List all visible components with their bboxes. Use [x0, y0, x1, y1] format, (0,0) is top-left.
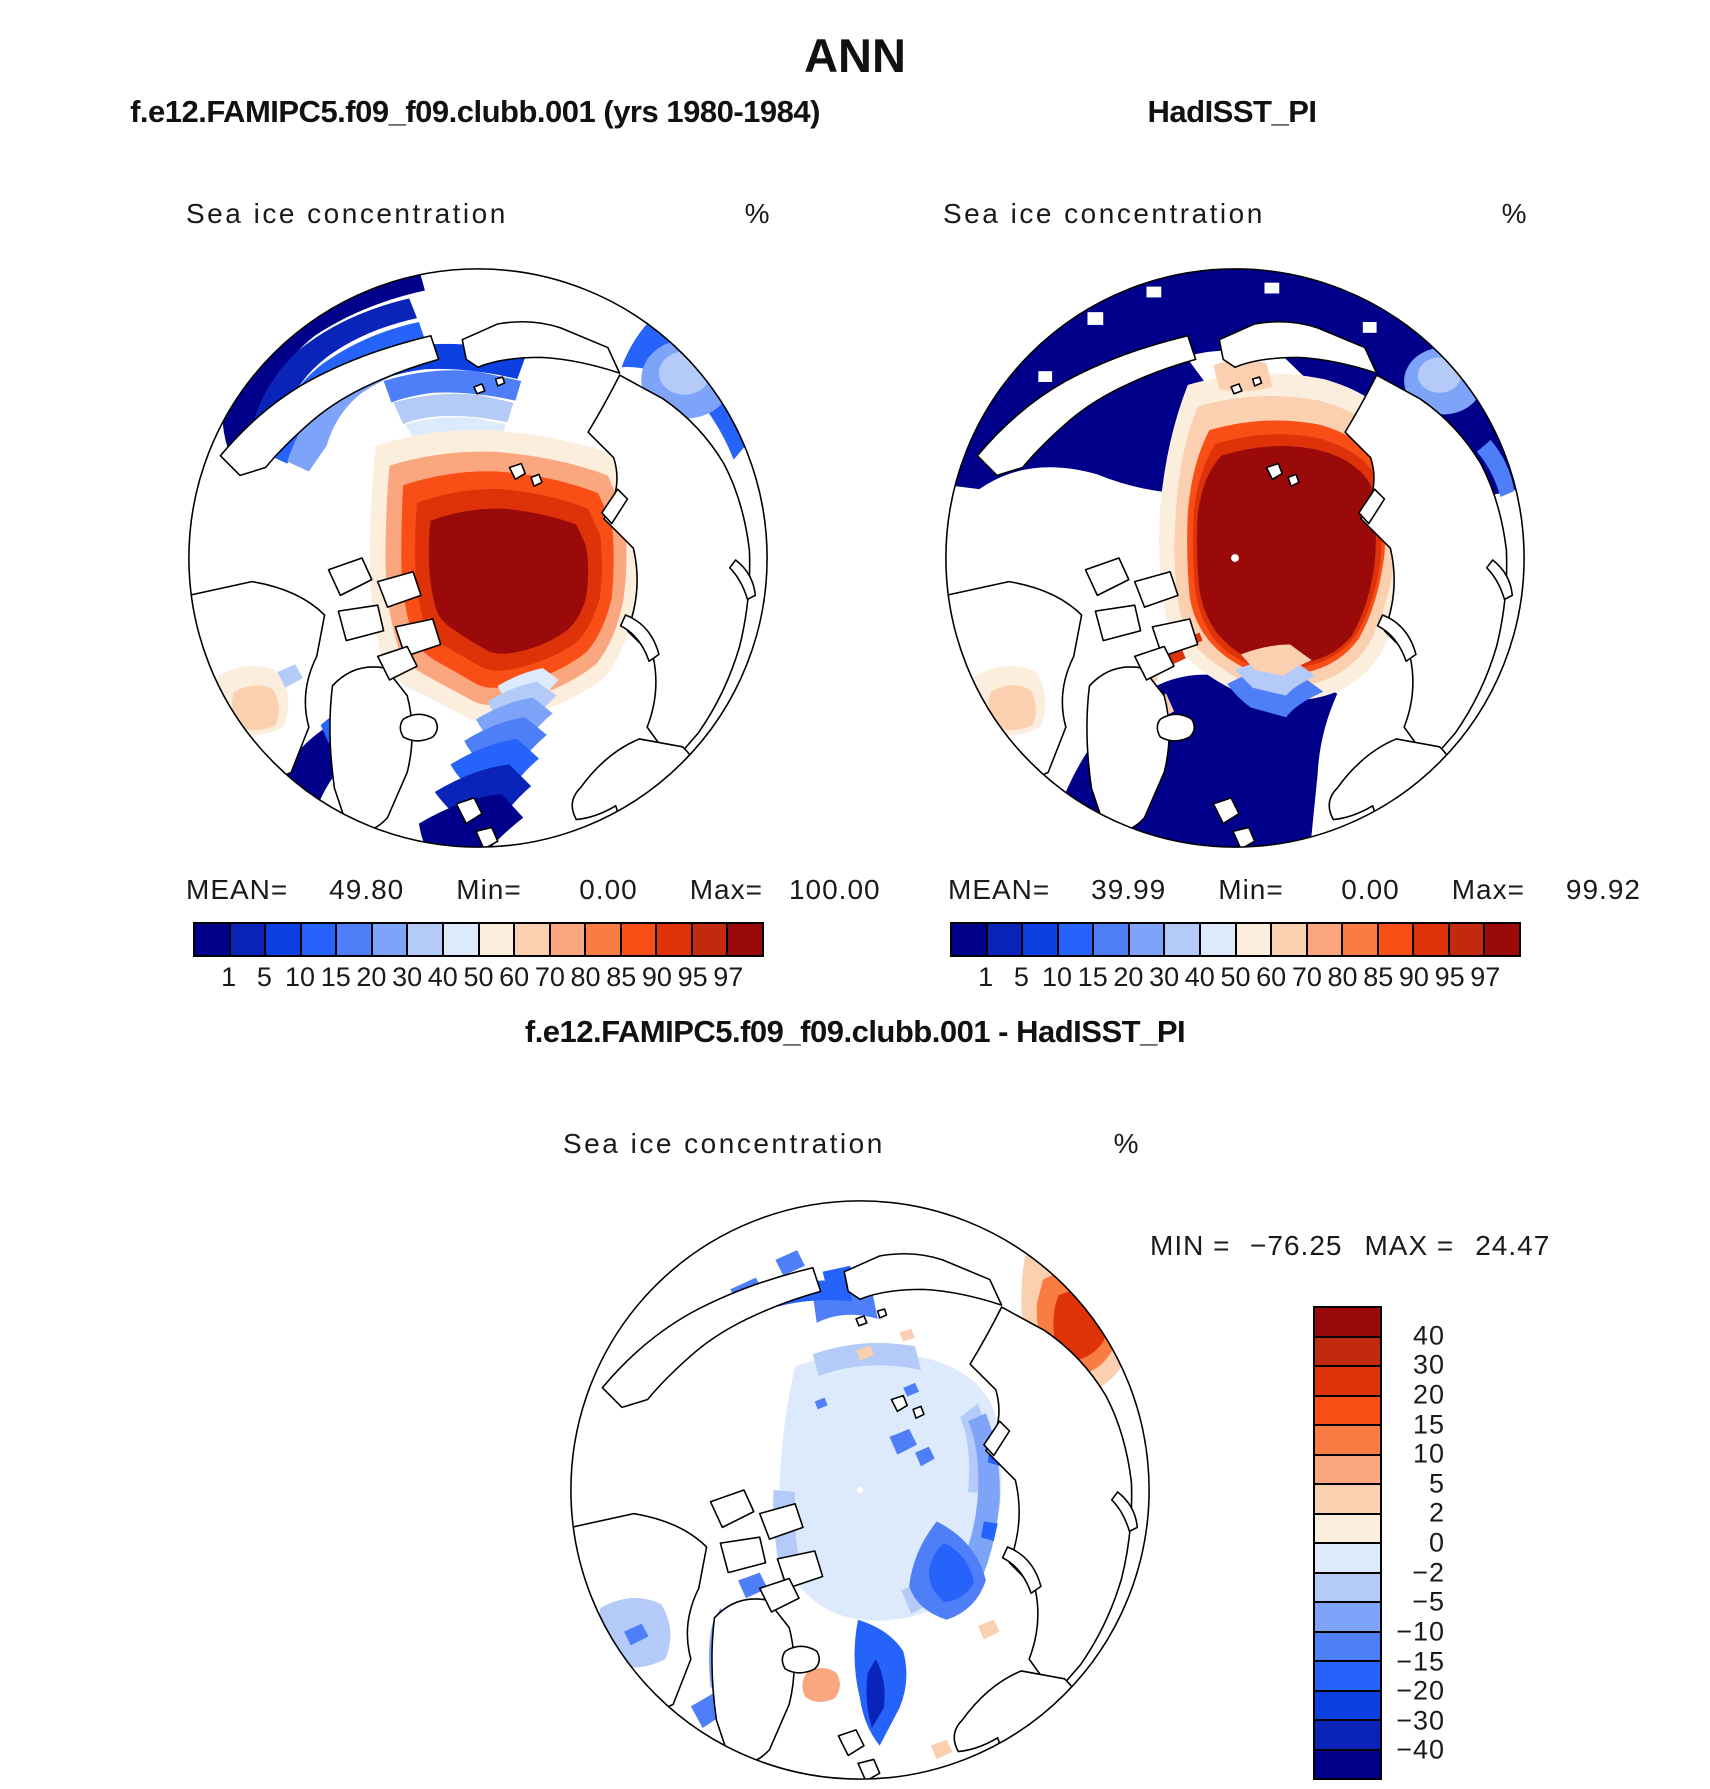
- max-value: 99.92: [1565, 874, 1641, 905]
- colorbar-tick-label: 60: [1256, 962, 1287, 992]
- colorbar-tick-label: 30: [1149, 962, 1180, 992]
- diff-panel-title: f.e12.FAMIPC5.f09_f09.clubb.001 - HadISST_PI: [524, 1014, 1186, 1049]
- colorbar-cell: [1313, 1306, 1382, 1338]
- colorbar-cell: [549, 922, 587, 957]
- colorbar-cell: [950, 922, 988, 957]
- colorbar-tick-label: 20: [1113, 962, 1144, 992]
- colorbar-cell: [1313, 1572, 1382, 1604]
- max-value: 24.47: [1475, 1230, 1551, 1261]
- colorbar-tick-label: 80: [1327, 962, 1358, 992]
- right-colorbar: [950, 922, 1521, 957]
- colorbar-tick-label: 40: [427, 962, 458, 992]
- colorbar-cell: [1163, 922, 1201, 957]
- left-field-label: Sea ice concentration: [186, 198, 508, 229]
- colorbar-cell: [442, 922, 480, 957]
- colorbar-tick-label: 90: [1398, 962, 1429, 992]
- colorbar-tick-label: −5: [1412, 1586, 1445, 1617]
- colorbar-tick-label: −30: [1396, 1705, 1445, 1736]
- colorbar-tick-label: 15: [320, 962, 351, 992]
- diff-colorbar-ticks: [1383, 1306, 1445, 1780]
- left-field-row: [186, 198, 772, 230]
- colorbar-tick-label: 10: [1412, 1438, 1445, 1469]
- left-units-label: %: [744, 198, 772, 229]
- mean-value: 49.80: [329, 874, 405, 905]
- min-label: Min=: [456, 874, 522, 905]
- colorbar-cell: [1313, 1454, 1382, 1486]
- colorbar-tick-label: 30: [392, 962, 423, 992]
- colorbar-tick-label: −40: [1396, 1734, 1445, 1765]
- iceland-island: [1157, 714, 1194, 741]
- colorbar-tick-label: 5: [256, 962, 272, 992]
- colorbar-tick-label: 20: [356, 962, 387, 992]
- diff-stats: [1150, 1230, 1550, 1262]
- diff-field-label: Sea ice concentration: [563, 1128, 885, 1159]
- colorbar-tick-label: 85: [606, 962, 637, 992]
- colorbar-cell: [1270, 922, 1308, 957]
- colorbar-cell: [655, 922, 693, 957]
- max-label: MAX =: [1364, 1230, 1455, 1261]
- colorbar-tick-label: 85: [1363, 962, 1394, 992]
- colorbar-tick-label: 80: [570, 962, 601, 992]
- colorbar-cell: [1313, 1601, 1382, 1633]
- left-colorbar-ticks: [193, 962, 764, 994]
- pole-hole-dot: [857, 1487, 863, 1493]
- iceland-island: [400, 714, 437, 741]
- colorbar-cell: [1313, 1719, 1382, 1751]
- colorbar-cell: [406, 922, 444, 957]
- colorbar-cell: [691, 922, 729, 957]
- colorbar-cell: [1377, 922, 1415, 957]
- mean-value: 39.99: [1091, 874, 1167, 905]
- colorbar-tick-label: 5: [1428, 1468, 1445, 1499]
- iceland-island: [782, 1646, 819, 1673]
- max-label: Max=: [689, 874, 763, 905]
- colorbar-tick-label: 70: [1291, 962, 1322, 992]
- colorbar-tick-label: 97: [1470, 962, 1501, 992]
- colorbar-tick-label: 50: [463, 962, 494, 992]
- left-map-model-sea-ice: [183, 263, 773, 853]
- right-field-label: Sea ice concentration: [943, 198, 1265, 229]
- right-units-label: %: [1501, 198, 1529, 229]
- colorbar-tick-label: 15: [1077, 962, 1108, 992]
- colorbar-cell: [986, 922, 1024, 957]
- colorbar-tick-label: 97: [713, 962, 744, 992]
- colorbar-tick-label: 15: [1412, 1409, 1445, 1439]
- colorbar-tick-label: 10: [1042, 962, 1073, 992]
- colorbar-tick-label: 30: [1412, 1349, 1445, 1380]
- colorbar-tick-label: −10: [1396, 1616, 1445, 1647]
- colorbar-cell: [193, 922, 231, 957]
- min-value: 0.00: [1341, 874, 1400, 905]
- diff-colorbar-vertical: [1313, 1306, 1382, 1780]
- min-value: −76.25: [1250, 1230, 1343, 1261]
- mean-label: MEAN=: [948, 874, 1051, 905]
- min-value: 0.00: [579, 874, 638, 905]
- colorbar-cell: [1313, 1424, 1382, 1456]
- colorbar-cell: [1313, 1660, 1382, 1692]
- colorbar-cell: [478, 922, 516, 957]
- min-label: Min=: [1218, 874, 1284, 905]
- colorbar-tick-label: 20: [1412, 1379, 1445, 1410]
- colorbar-cell: [1313, 1631, 1382, 1663]
- colorbar-cell: [1092, 922, 1130, 957]
- diff-field-row: [563, 1128, 1141, 1160]
- right-map-hadisst-sea-ice: [940, 263, 1530, 853]
- colorbar-cell: [1313, 1749, 1382, 1781]
- colorbar-cell: [371, 922, 409, 957]
- colorbar-cell: [1313, 1336, 1382, 1368]
- colorbar-cell: [584, 922, 622, 957]
- colorbar-cell: [1313, 1395, 1382, 1427]
- hudson-bay-core: [232, 685, 279, 730]
- colorbar-tick-label: 50: [1220, 962, 1251, 992]
- colorbar-tick-label: 0: [1428, 1527, 1445, 1558]
- colorbar-tick-label: 40: [1412, 1320, 1445, 1351]
- colorbar-cell: [1306, 922, 1344, 957]
- colorbar-cell: [1313, 1690, 1382, 1722]
- colorbar-cell: [1057, 922, 1095, 957]
- colorbar-cell: [264, 922, 302, 957]
- colorbar-tick-label: 5: [1013, 962, 1029, 992]
- colorbar-cell: [1313, 1513, 1382, 1545]
- right-colorbar-ticks: [950, 962, 1521, 994]
- diff-units-label: %: [1113, 1128, 1141, 1159]
- colorbar-cell: [1199, 922, 1237, 957]
- colorbar-cell: [300, 922, 338, 957]
- right-stats: [948, 874, 1641, 906]
- colorbar-cell: [1313, 1365, 1382, 1397]
- colorbar-cell: [335, 922, 373, 957]
- max-label: Max=: [1451, 874, 1525, 905]
- colorbar-tick-label: −20: [1396, 1675, 1445, 1706]
- left-colorbar: [193, 922, 764, 957]
- mean-label: MEAN=: [186, 874, 289, 905]
- colorbar-cell: [1128, 922, 1166, 957]
- colorbar-cell: [726, 922, 764, 957]
- baltic-sea: [1015, 1746, 1039, 1785]
- colorbar-tick-label: 95: [677, 962, 708, 992]
- left-stats: [186, 874, 881, 906]
- colorbar-cell: [1313, 1483, 1382, 1515]
- diff-map-sea-ice: [565, 1195, 1155, 1785]
- colorbar-tick-label: −15: [1396, 1646, 1445, 1676]
- colorbar-cell: [1412, 922, 1450, 957]
- pole-hole-dot: [1231, 554, 1239, 562]
- colorbar-tick-label: −2: [1412, 1557, 1445, 1588]
- colorbar-cell: [229, 922, 267, 957]
- colorbar-cell: [1021, 922, 1059, 957]
- max-value: 100.00: [788, 874, 881, 905]
- colorbar-tick-label: 40: [1184, 962, 1215, 992]
- colorbar-cell: [1341, 922, 1379, 957]
- page-title: ANN: [804, 29, 906, 82]
- right-field-row: [943, 198, 1529, 230]
- colorbar-cell: [513, 922, 551, 957]
- right-panel-title: HadISST_PI: [1147, 94, 1317, 129]
- hudson-bay-core: [989, 685, 1036, 730]
- colorbar-tick-label: 95: [1434, 962, 1465, 992]
- baltic-sea: [633, 814, 657, 853]
- colorbar-cell: [1235, 922, 1273, 957]
- colorbar-cell: [620, 922, 658, 957]
- colorbar-tick-label: 60: [499, 962, 530, 992]
- colorbar-cell: [1448, 922, 1486, 957]
- colorbar-tick-label: 90: [641, 962, 672, 992]
- colorbar-tick-label: 10: [285, 962, 316, 992]
- left-panel-title: f.e12.FAMIPC5.f09_f09.clubb.001 (yrs 1980-1984): [130, 94, 820, 129]
- colorbar-tick-label: 1: [978, 962, 994, 992]
- colorbar-tick-label: 1: [221, 962, 237, 992]
- colorbar-tick-label: 70: [534, 962, 565, 992]
- colorbar-tick-label: 2: [1428, 1497, 1445, 1528]
- min-label: MIN =: [1150, 1230, 1231, 1261]
- colorbar-cell: [1483, 922, 1521, 957]
- baltic-sea: [1390, 814, 1414, 853]
- colorbar-cell: [1313, 1542, 1382, 1574]
